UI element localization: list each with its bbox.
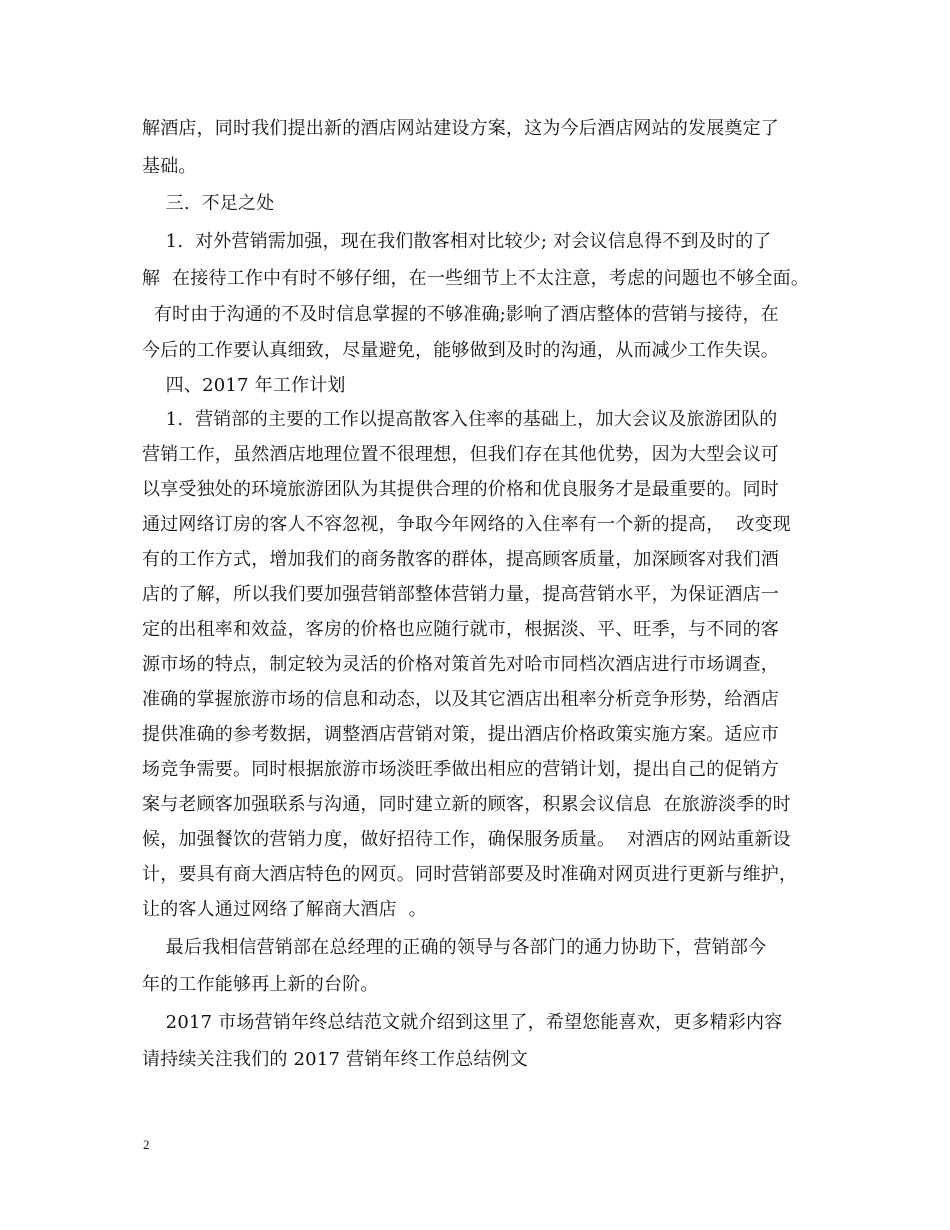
text-line: 2017 市场营销年终总结范文就介绍到这里了，希望您能喜欢，更多精彩内容 [142, 1012, 783, 1033]
text-line: 有的工作方式，增加我们的商务散客的群体，提高顾客质量，加深顾客对我们酒 [142, 549, 779, 570]
text-line: 店的了解，所以我们要加强营销部整体营销力量，提高营销水平，为保证酒店一 [142, 584, 779, 605]
text-line: 1. 对外营销需加强，现在我们散客相对比较少; 对会议信息得不到及时的了 [142, 231, 772, 252]
text-line: 案与老顾客加强联系与沟通，同时建立新的顾客，积累会议信息 在旅游淡季的时 [142, 794, 791, 815]
text-line: 年的工作能够再上新的台阶。 [142, 974, 379, 995]
text-line: 有时由于沟通的不及时信息掌握的不够准确;影响了酒店整体的营销与接待，在 [142, 304, 779, 325]
text-line: 通过网络订房的客人不容忽视，争取今年网络的入住率有一个新的提高， 改变现 [142, 514, 791, 535]
text-line: 源市场的特点，制定较为灵活的价格对策首先对哈市同档次酒店进行市场调查， [142, 654, 779, 675]
text-line: 今后的工作要认真细致，尽量避免，能够做到及时的沟通，从而减少工作失误。 [142, 340, 779, 361]
section-heading: 三. 不足之处 [142, 193, 275, 214]
text-line: 候，加强餐饮的营销力度，做好招待工作，确保服务质量。 对酒店的网站重新设 [142, 829, 791, 850]
text-line: 基础。 [142, 156, 197, 177]
text-line: 以享受独处的环境旅游团队为其提供合理的价格和优良服务才是最重要的。同时 [142, 479, 779, 500]
text-line: 让的客人通过网络了解商大酒店 。 [142, 899, 427, 920]
text-line: 营销工作，虽然酒店地理位置不很理想，但我们存在其他优势，因为大型会议可 [142, 444, 779, 465]
text-line: 场竞争需要。同时根据旅游市场淡旺季做出相应的营销计划，提出自己的促销方 [142, 759, 779, 780]
page-number: 2 [143, 1137, 150, 1152]
text-line: 1. 营销部的主要的工作以提高散客入住率的基础上，加大会议及旅游团队的 [142, 409, 778, 430]
text-line: 解酒店，同时我们提出新的酒店网站建设方案，这为今后酒店网站的发展奠定了 [142, 118, 779, 139]
text-line: 解 在接待工作中有时不够仔细，在一些细节上不太注意，考虑的问题也不够全面。 [142, 268, 810, 289]
text-line: 定的出租率和效益，客房的价格也应随行就市，根据淡、平、旺季，与不同的客 [142, 619, 779, 640]
text-line: 计，要具有商大酒店特色的网页。同时营销部要及时准确对网页进行更新与维护， [142, 864, 798, 885]
text-line: 最后我相信营销部在总经理的正确的领导与各部门的通力协助下，营销部今 [142, 937, 767, 958]
text-line: 请持续关注我们的 2017 营销年终工作总结例文 [142, 1049, 529, 1070]
text-line: 准确的掌握旅游市场的信息和动态，以及其它酒店出租率分析竞争形势，给酒店 [142, 689, 779, 710]
text-line: 提供准确的参考数据，调整酒店营销对策，提出酒店价格政策实施方案。适应市 [142, 724, 779, 745]
section-heading: 四、2017 年工作计划 [142, 375, 346, 396]
